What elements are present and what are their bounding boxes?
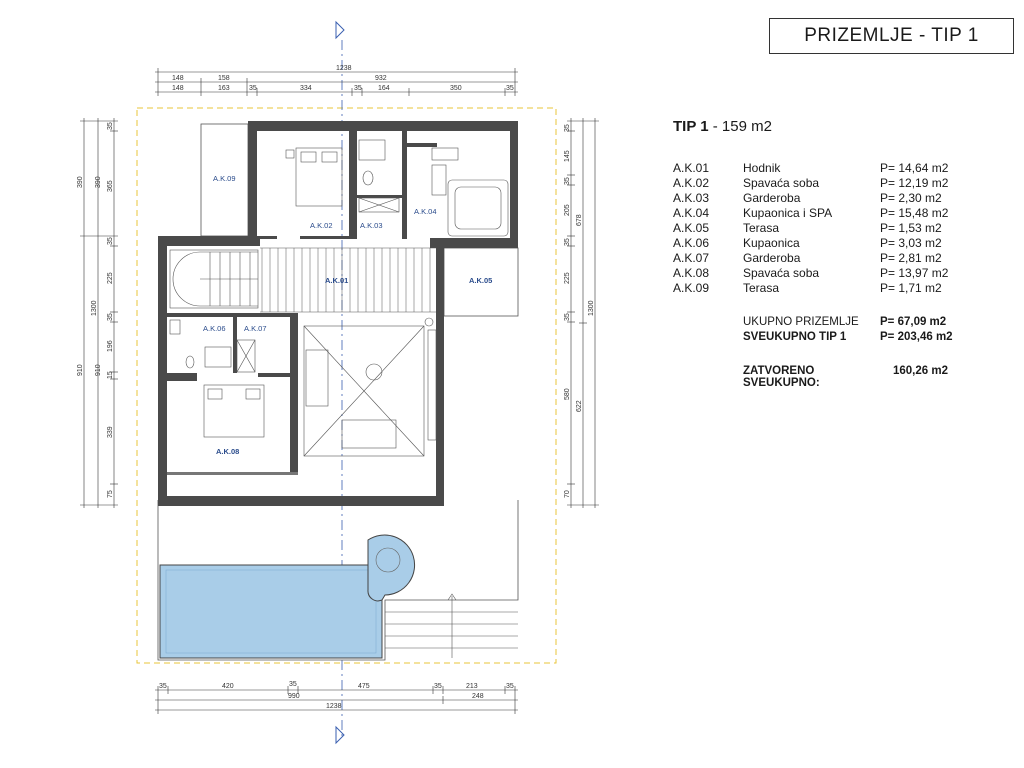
dim-left-m2: 910: [95, 364, 102, 376]
area-schedule: [673, 118, 1013, 389]
dim-right-r4: 205: [564, 204, 571, 216]
dim-top-b4: 334: [300, 85, 312, 92]
dim-top-total: 1238: [336, 65, 352, 72]
grand-total-row: [743, 330, 1013, 345]
room-name: Spavaća soba: [743, 266, 820, 280]
closed-total-value: 160,26 m2: [893, 365, 948, 377]
dim-left-i9: 75: [107, 490, 114, 498]
dim-bottom-c7: 35: [506, 683, 514, 690]
table-row: [673, 191, 948, 206]
room-name: Garderoba: [743, 191, 801, 205]
tip-area: - 159 m2: [708, 118, 772, 135]
walls: [158, 121, 518, 506]
ground-total-row: [743, 315, 1013, 330]
room-name: Kupaonica i SPA: [743, 206, 833, 220]
dim-bottom-d2: 248: [472, 693, 484, 700]
ground-total-value: P= 67,09 m2: [880, 316, 947, 328]
dim-top-a1: 148: [172, 75, 184, 82]
dim-bottom-c2: 420: [222, 683, 234, 690]
closed-total-row: [743, 365, 1013, 389]
dim-right-r2: 145: [564, 150, 571, 162]
dim-left-o2: 910: [77, 364, 84, 376]
room-area: P= 3,03 m2: [880, 236, 942, 250]
dim-top-b2: 163: [218, 85, 230, 92]
dim-top-b1: 148: [172, 85, 184, 92]
room-name: Terasa: [743, 221, 780, 235]
table-row: [673, 281, 948, 296]
table-row: [673, 161, 948, 176]
dim-right-r5: 35: [564, 238, 571, 246]
room-area: P= 2,81 m2: [880, 251, 942, 265]
room-name: Terasa: [743, 281, 780, 295]
room-label-ak07: A.K.07: [244, 324, 267, 333]
dim-bottom-d1: 990: [288, 693, 300, 700]
grand-total-label: SVEUKUPNO TIP 1: [743, 331, 847, 343]
room-label-ak03: A.K.03: [360, 221, 383, 230]
dim-left-i4: 225: [107, 272, 114, 284]
room-label-ak06: A.K.06: [203, 324, 226, 333]
dim-top-a3: 932: [375, 75, 387, 82]
room-code: A.K.07: [673, 251, 710, 265]
dim-right-r7: 35: [564, 313, 571, 321]
tip-heading: [673, 118, 1013, 135]
dim-bottom-c3: 35: [289, 681, 297, 688]
bed-ak02: [286, 148, 342, 206]
dim-top-b6: 164: [378, 85, 390, 92]
top-dimensions: [155, 68, 518, 96]
living-area: [304, 318, 436, 456]
room-code: A.K.03: [673, 191, 710, 205]
dim-left-i5: 35: [107, 313, 114, 321]
table-row: [673, 176, 948, 191]
dim-bottom-c1: 35: [159, 683, 167, 690]
dim-bottom-total: 1238: [326, 703, 342, 710]
room-name: Kupaonica: [743, 236, 800, 250]
sheet-title: PRIZEMLJE - TIP 1: [769, 18, 1014, 54]
dim-right-s1: 678: [576, 214, 583, 226]
room-code: A.K.06: [673, 236, 710, 250]
room-label-ak04: A.K.04: [414, 207, 437, 216]
dim-left-i8: 339: [107, 426, 114, 438]
dim-left-i7: 15: [107, 371, 114, 379]
dim-top-b5: 35: [354, 85, 362, 92]
dim-right-r1: 35: [564, 124, 571, 132]
dim-right-r6: 225: [564, 272, 571, 284]
dim-left-m1: 390: [95, 176, 102, 188]
pool: [160, 535, 415, 658]
room-area: P= 1,71 m2: [880, 281, 942, 295]
table-row: [673, 221, 948, 236]
room-code: A.K.01: [673, 161, 710, 175]
dim-right-s2: 622: [576, 400, 583, 412]
closed-total-label: ZATVORENO SVEUKUPNO:: [743, 365, 820, 389]
room-area: P= 13,97 m2: [880, 266, 949, 280]
dim-right-r3: 35: [564, 177, 571, 185]
room-area: P= 15,48 m2: [880, 206, 949, 220]
dim-bottom-c5: 35: [434, 683, 442, 690]
room-label-ak08: A.K.08: [216, 447, 240, 456]
dim-left-i1: 35: [107, 122, 114, 130]
room-label-ak09: A.K.09: [213, 174, 236, 183]
section-marker-top-icon: [336, 22, 344, 38]
room-label-ak02: A.K.02: [310, 221, 333, 230]
room-area: P= 14,64 m2: [880, 161, 949, 175]
outdoor-stairs: [385, 594, 518, 658]
room-name: Hodnik: [743, 161, 781, 175]
dim-left-i3: 35: [107, 237, 114, 245]
spiral-stair: [170, 250, 258, 308]
room-area: P= 12,19 m2: [880, 176, 949, 190]
room-code: A.K.05: [673, 221, 710, 235]
dim-left-o1: 390: [77, 176, 84, 188]
room-code: A.K.08: [673, 266, 710, 280]
table-row: [673, 266, 948, 281]
dim-bottom-c4: 475: [358, 683, 370, 690]
dim-bottom-c6: 213: [466, 683, 478, 690]
totals: [743, 315, 1013, 345]
room-area: P= 1,53 m2: [880, 221, 942, 235]
room-area-table: [673, 161, 948, 296]
room-code: A.K.09: [673, 281, 710, 295]
wardrobe-ak03: [359, 140, 399, 212]
table-row: [673, 206, 948, 221]
room-name: Spavaća soba: [743, 176, 820, 190]
room-code: A.K.04: [673, 206, 710, 220]
tip-label: TIP 1: [673, 118, 709, 135]
dim-left-outer: 1300: [91, 300, 98, 316]
room-label-ak05: A.K.05: [469, 276, 493, 285]
room-code: A.K.02: [673, 176, 710, 190]
room-label-ak01: A.K.01: [325, 276, 349, 285]
room-name: Garderoba: [743, 251, 801, 265]
dim-left-i6: 196: [107, 340, 114, 352]
dim-right-outer: 1300: [588, 300, 595, 316]
grand-total-value: P= 203,46 m2: [880, 331, 953, 343]
dim-left-i2: 365: [107, 180, 114, 192]
dim-right-r8: 580: [564, 388, 571, 400]
table-row: [673, 251, 948, 266]
dim-top-a2: 158: [218, 75, 230, 82]
ground-total-label: UKUPNO PRIZEMLJE: [743, 316, 859, 328]
room-area: P= 2,30 m2: [880, 191, 942, 205]
table-row: [673, 236, 948, 251]
dim-top-b3: 35: [249, 85, 257, 92]
section-marker-bottom-icon: [336, 727, 344, 743]
spa-ak04: [432, 148, 508, 236]
dim-top-b8: 35: [506, 85, 514, 92]
dim-top-b7: 350: [450, 85, 462, 92]
dim-right-r9: 70: [564, 490, 571, 498]
